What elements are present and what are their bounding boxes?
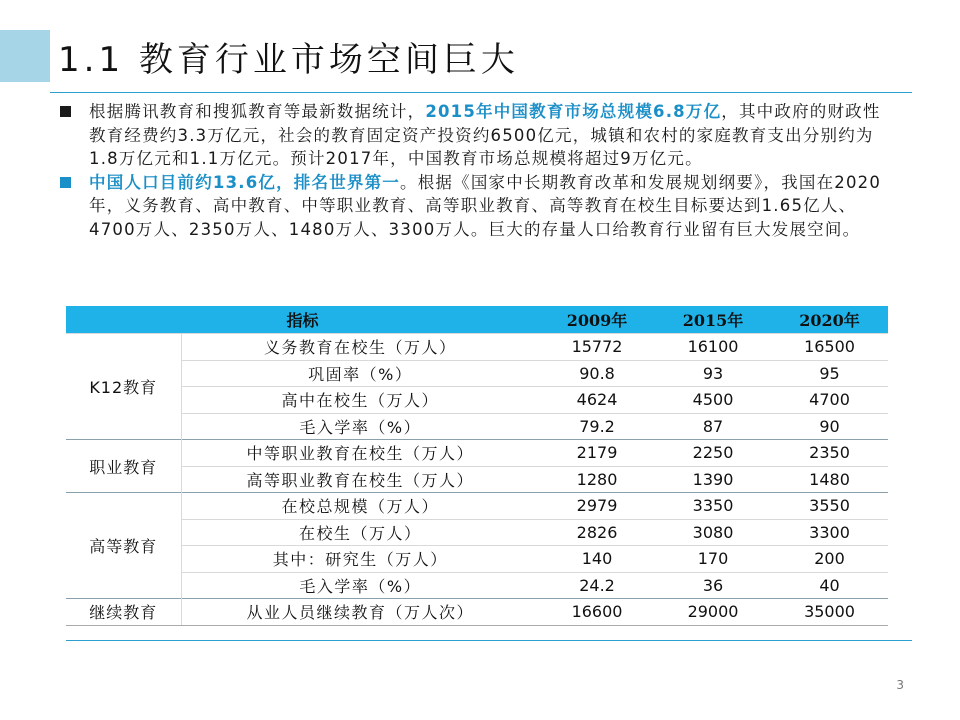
indicator-cell: 巩固率（%）	[181, 360, 539, 387]
value-2020: 2350	[771, 440, 888, 467]
square-bullet-icon	[60, 177, 71, 188]
value-2009: 2826	[539, 519, 655, 546]
value-2009: 4624	[539, 387, 655, 414]
group-label-higher-ed: 高等教育	[66, 493, 181, 599]
header-indicator: 指标	[66, 306, 539, 334]
value-2020: 35000	[771, 599, 888, 626]
table-row	[66, 572, 888, 599]
indicator-cell: 高中在校生（万人）	[181, 387, 539, 414]
value-2015: 16100	[655, 334, 771, 361]
group-label-continuing-ed: 继续教育	[66, 599, 181, 626]
indicator-cell: 从业人员继续教育（万人次）	[181, 599, 539, 626]
title-area	[58, 28, 519, 84]
value-2015: 36	[655, 572, 771, 599]
page-title: 1.1 教育行业市场空间巨大	[58, 39, 519, 80]
value-2020: 3550	[771, 493, 888, 520]
title-divider	[50, 92, 912, 93]
value-2009: 2179	[539, 440, 655, 467]
table-row	[66, 493, 888, 520]
value-2020: 16500	[771, 334, 888, 361]
group-label-k12: K12教育	[66, 334, 181, 440]
value-2020: 40	[771, 572, 888, 599]
table-row	[66, 440, 888, 467]
value-2020: 200	[771, 546, 888, 573]
value-2015: 93	[655, 360, 771, 387]
bullet-1-post: ，其中政府的财政性教育经费约3.3万亿元，社会的教育固定资产投资约6500亿元，城镇和农村的家庭教育支出分别约为1.8万亿元和1.1万亿元。预计2017年，中国教育市场总规模将超过9万亿元。	[89, 102, 881, 168]
bullet-1	[60, 100, 890, 171]
indicator-cell: 在校总规模（万人）	[181, 493, 539, 520]
value-2009: 79.2	[539, 413, 655, 440]
table-row	[66, 360, 888, 387]
bullet-1-pre: 根据腾讯教育和搜狐教育等最新数据统计，	[89, 102, 426, 121]
indicator-cell: 毛入学率（%）	[181, 572, 539, 599]
indicator-cell: 毛入学率（%）	[181, 413, 539, 440]
education-stats-table	[66, 306, 888, 626]
header-2015: 2015年	[655, 306, 771, 334]
bullet-1-highlight: 2015年中国教育市场总规模6.8万亿	[425, 102, 722, 121]
table-header-row	[66, 306, 888, 334]
value-2015: 87	[655, 413, 771, 440]
value-2009: 16600	[539, 599, 655, 626]
square-bullet-icon	[60, 106, 71, 117]
value-2015: 1390	[655, 466, 771, 493]
value-2020: 4700	[771, 387, 888, 414]
header-2009: 2009年	[539, 306, 655, 334]
table-row	[66, 546, 888, 573]
value-2009: 24.2	[539, 572, 655, 599]
title-accent-bar	[0, 30, 50, 82]
value-2009: 1280	[539, 466, 655, 493]
indicator-cell: 义务教育在校生（万人）	[181, 334, 539, 361]
value-2020: 1480	[771, 466, 888, 493]
value-2020: 3300	[771, 519, 888, 546]
table-row	[66, 413, 888, 440]
header-2020: 2020年	[771, 306, 888, 334]
value-2009: 15772	[539, 334, 655, 361]
value-2009: 140	[539, 546, 655, 573]
value-2009: 90.8	[539, 360, 655, 387]
table-row	[66, 599, 888, 626]
body-text	[60, 100, 890, 241]
table-row	[66, 334, 888, 361]
value-2015: 2250	[655, 440, 771, 467]
table-row	[66, 387, 888, 414]
footer-divider	[66, 640, 912, 641]
bullet-2	[60, 171, 890, 242]
indicator-cell: 中等职业教育在校生（万人）	[181, 440, 539, 467]
bullet-1-text	[89, 100, 890, 171]
value-2020: 90	[771, 413, 888, 440]
table-row	[66, 519, 888, 546]
value-2015: 4500	[655, 387, 771, 414]
bullet-2-post: 。根据《国家中长期教育改革和发展规划纲要》，我国在2020年，义务教育、高中教育、中等职业教育、高等职业教育、高等教育在校生目标要达到1.65亿人、4700万人、2350万人、1480万人、3300万人。巨大的存量人口给教育行业留有巨大发展空间。	[89, 172, 882, 239]
bullet-2-text	[89, 171, 890, 242]
group-label-vocational: 职业教育	[66, 440, 181, 493]
indicator-cell: 在校生（万人）	[181, 519, 539, 546]
indicator-cell: 高等职业教育在校生（万人）	[181, 466, 539, 493]
value-2015: 29000	[655, 599, 771, 626]
value-2015: 3350	[655, 493, 771, 520]
indicator-cell: 其中：研究生（万人）	[181, 546, 539, 573]
value-2015: 3080	[655, 519, 771, 546]
value-2015: 170	[655, 546, 771, 573]
value-2020: 95	[771, 360, 888, 387]
page-number: 3	[896, 678, 904, 692]
bullet-2-highlight: 中国人口目前约13.6亿，排名世界第一	[89, 172, 401, 192]
table-row	[66, 466, 888, 493]
value-2009: 2979	[539, 493, 655, 520]
